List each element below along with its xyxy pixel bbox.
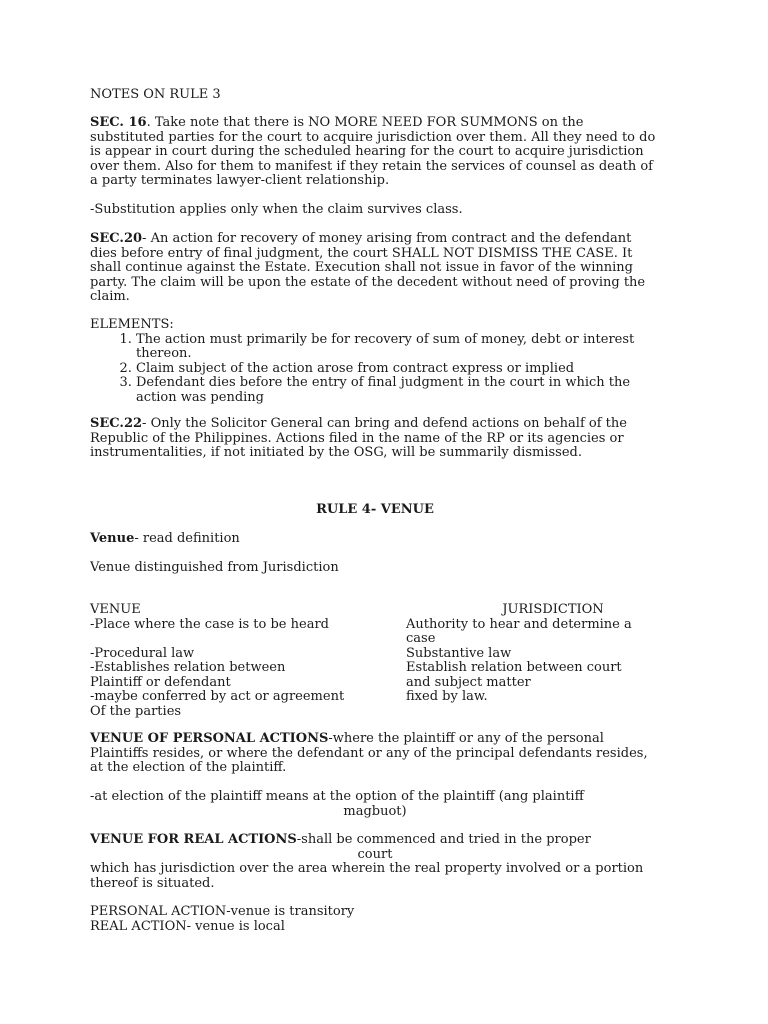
rule4-title: RULE 4- VENUE [316, 502, 434, 517]
sec20-label: SEC.20 [90, 231, 143, 246]
venue-column-head: VENUE [90, 602, 141, 617]
real-actions-line2: court [357, 846, 393, 862]
jurisdiction-column-head: JURISDICTION [502, 602, 604, 617]
venue-distinguished: Venue distinguished from Jurisdiction [90, 560, 339, 575]
jurisdiction-row: Establish relation between court [406, 660, 622, 675]
real-action-venue: REAL ACTION- venue is local [90, 918, 285, 934]
jurisdiction-row: Authority to hear and determine a [406, 617, 632, 632]
jurisdiction-row: fixed by law. [406, 689, 488, 704]
venue-row: -Establishes relation between [90, 660, 286, 675]
personal-action-venue: PERSONAL ACTION-venue is transitory [90, 904, 355, 919]
sec20-text: - An action for recovery of money arising from contract and the defendant dies before entry of final judgment, the court SHALL NOT DISMISS THE CASE. It shall continue against the Estate. Execution shall not issue in favor of the winning party. The claim will be upon the estate of the decedent without need of proving the claim. [90, 231, 646, 305]
sec22-text: - Only the Solicitor General can bring and defend actions on behalf of the Republic of the Philippines. Actions filed in the name of the RP or its agencies or instrumentalities, if not initiated by the OSG, will be summarily dismissed. [90, 416, 627, 461]
real-actions-line3: which has jurisdiction over the area wherein the real property involved or a portion thereof is situated. [90, 861, 644, 891]
sec16-label: SEC. 16 [90, 115, 147, 130]
sec20-paragraph [90, 232, 660, 305]
election-note-line2: magbuot) [343, 803, 407, 819]
jurisdiction-row: case [406, 631, 436, 646]
election-note [90, 790, 660, 819]
jurisdiction-row: Substantive law [406, 646, 512, 661]
sec22-label: SEC.22 [90, 416, 143, 431]
sec22-paragraph [90, 417, 660, 461]
real-actions-label: VENUE FOR REAL ACTIONS [90, 832, 297, 847]
venue-summary [90, 905, 660, 934]
real-actions-paragraph [90, 833, 660, 891]
venue-row: -maybe conferred by act or agreement [90, 689, 345, 704]
sec16-text: . Take note that there is NO MORE NEED FOR SUMMONS on the substituted parties for the court to acquire jurisdiction over them. All they need to do is appear in court during the scheduled hearing for the court to acquire jurisdiction over them. Also for them to manifest if they retain the services of counsel as death of a party terminates lawyer-client relationship. [90, 115, 656, 189]
personal-actions-label: VENUE OF PERSONAL ACTIONS [90, 731, 329, 746]
venue-definition [90, 532, 660, 547]
notes-heading: NOTES ON RULE 3 [90, 87, 221, 102]
sec16-paragraph [90, 116, 660, 189]
elements-list [90, 333, 660, 406]
element-item-3: 3. Defendant dies before the entry of final judgment in the court in which the action was pending [136, 376, 660, 405]
venue-row: -Place where the case is to be heard [90, 617, 329, 632]
venue-label: Venue [90, 531, 135, 546]
substitution-note: -Substitution applies only when the claim survives class. [90, 202, 463, 217]
venue-row: Plaintiff or defendant [90, 675, 231, 690]
venue-row: Of the parties [90, 704, 182, 719]
element-item-1: 1. The action must primarily be for recovery of sum of money, debt or interest thereon. [136, 333, 660, 362]
real-actions-text: -shall be commenced and tried in the proper [296, 832, 591, 847]
personal-actions-paragraph [90, 732, 660, 776]
election-note-line1: -at election of the plaintiff means at the option of the plaintiff (ang plaintiff [90, 789, 584, 804]
elements-section [90, 318, 660, 406]
personal-actions-text: -where the plaintiff or any of the personal Plaintiffs resides, or where the defendant or any of the principal defendants resides, at the election of the plaintiff. [90, 731, 648, 776]
venue-row: -Procedural law [90, 646, 195, 661]
venue-def-text: - read definition [134, 531, 240, 546]
element-item-2: 2. Claim subject of the action arose from contract express or implied [136, 362, 660, 377]
jurisdiction-row: and subject matter [406, 675, 531, 690]
elements-heading: ELEMENTS: [90, 317, 174, 332]
